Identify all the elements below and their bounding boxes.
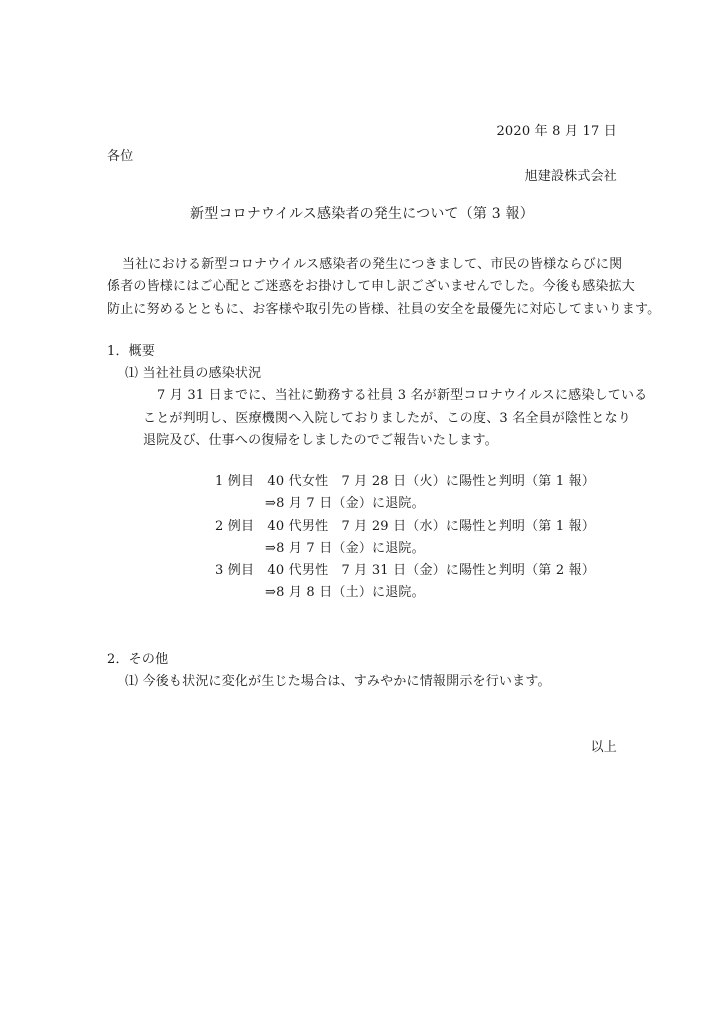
section-1-body-line-3: 退院及び、仕事への復帰をしましたのでご報告いたします。 xyxy=(143,433,498,448)
case-2-line: 2 例目 40 代男性 7 月 29 日（水）に陽性と判明（第 1 報） xyxy=(215,519,596,534)
intro-line-1: 当社における新型コロナウイルス感染者の発生につきまして、市民の皆様ならびに関 xyxy=(122,257,623,272)
section-2-heading: 2．その他 xyxy=(107,652,169,667)
document-date: 2020 年 8 月 17 日 xyxy=(496,124,617,139)
case-3-line: 3 例目 40 代男性 7 月 31 日（金）に陽性と判明（第 2 報） xyxy=(215,563,596,578)
section-1-subheading: ⑴ 当社社員の感染状況 xyxy=(125,366,262,381)
intro-line-2: 係者の皆様にはご心配とご迷惑をお掛けして申し訳ございませんでした。今後も感染拡大 xyxy=(107,279,636,294)
section-1-body-line-1: 7 月 31 日までに、当社に勤務する社員 3 名が新型コロナウイルスに感染している xyxy=(157,388,648,403)
case-2-discharge: ⇒8 月 7 日（金）に退院。 xyxy=(265,541,425,556)
addressee: 各位 xyxy=(107,149,134,164)
case-1-line: 1 例目 40 代女性 7 月 28 日（火）に陽性と判明（第 1 報） xyxy=(215,474,596,489)
section-1-body-line-2: ことが判明し、医療機関へ入院しておりましたが、この度、3 名全員が陰性となり xyxy=(143,411,632,426)
section-1-heading: 1．概要 xyxy=(107,344,156,359)
section-2-item-1: ⑴ 今後も状況に変化が生じた場合は、すみやかに情報開示を行います。 xyxy=(125,674,551,689)
document-title: 新型コロナウイルス感染者の発生について（第 3 報） xyxy=(190,206,534,222)
case-1-discharge: ⇒8 月 7 日（金）に退院。 xyxy=(265,496,425,511)
company-name: 旭建設株式会社 xyxy=(524,169,617,184)
case-3-discharge: ⇒8 月 8 日（土）に退院。 xyxy=(265,585,425,600)
intro-line-3: 防止に努めるとともに、お客様や取引先の皆様、社員の安全を最優先に対応してまいります。 xyxy=(107,302,661,317)
closing-text: 以上 xyxy=(590,740,617,755)
